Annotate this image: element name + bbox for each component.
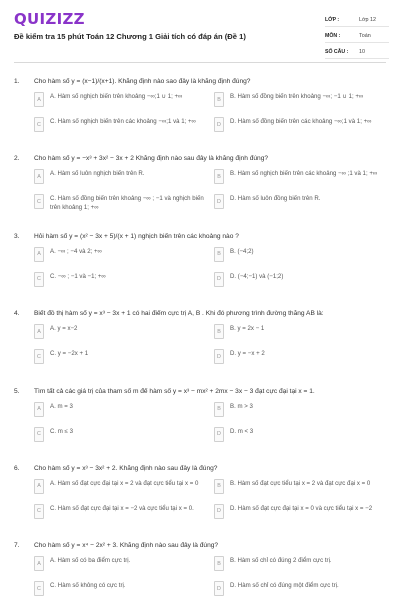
option-letter-box: D bbox=[214, 117, 224, 132]
option-letter-box: B bbox=[214, 247, 224, 262]
option-text: C. Hàm số đạt cực đại tại x = −2 và cực tiểu tại x = 0. bbox=[50, 504, 194, 512]
option-letter-box: A bbox=[34, 556, 44, 571]
option-letter-box: C bbox=[34, 427, 44, 442]
option-text: A. y = x−2 bbox=[50, 325, 78, 333]
answer-options bbox=[34, 91, 384, 136]
option-text: A. Hàm số có ba điểm cực trị. bbox=[50, 557, 131, 565]
answer-option-d[interactable] bbox=[214, 193, 384, 213]
answer-option-b[interactable] bbox=[214, 555, 384, 575]
worksheet-meta bbox=[325, 13, 389, 61]
option-letter-box: B bbox=[214, 556, 224, 571]
answer-option-d[interactable] bbox=[214, 580, 384, 600]
answer-option-c[interactable] bbox=[34, 348, 204, 368]
option-letter-box: D bbox=[214, 349, 224, 364]
option-text: C. y = −2x + 1 bbox=[50, 350, 89, 358]
option-text: B. Hàm số đạt cực tiểu tại x = 2 và đạt cực đại x = 0 bbox=[230, 479, 371, 487]
meta-key: LỚP : bbox=[325, 16, 340, 23]
answer-option-d[interactable] bbox=[214, 116, 384, 136]
option-letter-box: D bbox=[214, 504, 224, 519]
answer-option-b[interactable] bbox=[214, 246, 384, 266]
question-2 bbox=[14, 155, 386, 232]
option-letter-box: A bbox=[34, 169, 44, 184]
answer-option-c[interactable] bbox=[34, 193, 204, 213]
answer-option-b[interactable] bbox=[214, 401, 384, 421]
answer-option-a[interactable] bbox=[34, 555, 204, 575]
option-letter-box: C bbox=[34, 117, 44, 132]
option-text: D. Hàm số luôn đồng biến trên R. bbox=[230, 195, 321, 203]
option-letter-box: C bbox=[34, 272, 44, 287]
option-text: C. −∞ ; −1 và −1; +∞ bbox=[50, 272, 106, 280]
answer-option-a[interactable] bbox=[34, 323, 204, 343]
worksheet-header bbox=[0, 0, 400, 58]
question-text: Cho hàm số y = x³ − 3x² + 2. Khẳng định nào sau đây là đúng? bbox=[34, 464, 218, 472]
answer-option-a[interactable] bbox=[34, 91, 204, 111]
question-number: 7. bbox=[14, 542, 20, 550]
option-letter-box: D bbox=[214, 194, 224, 209]
meta-key: SỐ CÂU : bbox=[325, 48, 349, 55]
option-letter-box: B bbox=[214, 402, 224, 417]
worksheet-title: Đề kiểm tra 15 phút Toán 12 Chương 1 Giải tích có đáp án (Đề 1) bbox=[14, 32, 246, 41]
option-text: C. m ≤ 3 bbox=[50, 427, 73, 435]
option-text: C. Hàm số không có cực trị. bbox=[50, 582, 126, 590]
question-text: Tìm tất cả các giá trị của tham số m để hàm số y = x³ − mx² + 2mx − 3x − 3 đạt cực đại tại x = 1. bbox=[34, 387, 315, 395]
answer-option-c[interactable] bbox=[34, 580, 204, 600]
answer-option-d[interactable] bbox=[214, 426, 384, 446]
question-number: 3. bbox=[14, 232, 20, 240]
option-text: B. m > 3 bbox=[230, 402, 253, 410]
option-text: B. Hàm số nghịch biến trên các khoảng −∞ ;1 và 1; +∞ bbox=[230, 170, 378, 178]
meta-row-subject bbox=[325, 29, 389, 43]
answer-option-a[interactable] bbox=[34, 168, 204, 188]
quizizz-logo: QUIZIZZ bbox=[14, 10, 85, 28]
question-number: 5. bbox=[14, 387, 20, 395]
option-letter-box: B bbox=[214, 92, 224, 107]
option-text: D. Hàm số chỉ có đúng một điểm cực trị. bbox=[230, 582, 339, 590]
option-letter-box: C bbox=[34, 349, 44, 364]
answer-option-a[interactable] bbox=[34, 401, 204, 421]
meta-row-count bbox=[325, 45, 389, 59]
question-7 bbox=[14, 542, 386, 600]
question-number: 2. bbox=[14, 155, 20, 163]
option-letter-box: D bbox=[214, 581, 224, 596]
option-text: B. Hàm số chỉ có đúng 2 điểm cực trị. bbox=[230, 557, 332, 565]
answer-option-d[interactable] bbox=[214, 271, 384, 291]
option-letter-box: C bbox=[34, 194, 44, 209]
option-letter-box: A bbox=[34, 324, 44, 339]
answer-options bbox=[34, 478, 384, 523]
option-text: C. Hàm số nghịch biến trên các khoảng −∞;1 và 1; +∞ bbox=[50, 118, 196, 125]
answer-option-a[interactable] bbox=[34, 478, 204, 498]
header-divider bbox=[14, 62, 386, 63]
meta-key: MÔN : bbox=[325, 32, 341, 39]
question-text: Biết đồ thị hàm số y = x³ − 3x + 1 có hai điểm cực trị A, B . Khi đó phương trình đường thẳng AB là: bbox=[34, 310, 324, 318]
option-letter-box: B bbox=[214, 324, 224, 339]
question-5 bbox=[14, 388, 386, 465]
meta-value: Toán bbox=[359, 32, 371, 39]
answer-options bbox=[34, 401, 384, 446]
answer-option-d[interactable] bbox=[214, 503, 384, 523]
option-letter-box: B bbox=[214, 169, 224, 184]
question-text: Cho hàm số y = x⁴ − 2x² + 3. Khẳng định nào sau đây là đúng? bbox=[34, 542, 219, 550]
question-number: 1. bbox=[14, 78, 20, 85]
option-text: C. Hàm số đồng biến trên khoảng −∞ ; −1 và nghịch biến trên khoảng 1; +∞ bbox=[50, 195, 204, 211]
option-text: D. (−4;−1) và (−1;2) bbox=[230, 272, 284, 280]
option-text: A. Hàm số luôn nghịch biến trên R. bbox=[50, 170, 145, 178]
option-letter-box: B bbox=[214, 479, 224, 494]
option-text: D. Hàm số đồng biến trên các khoảng −∞;1 và 1; +∞ bbox=[230, 118, 372, 125]
option-text: D. Hàm số đạt cực đại tại x = 0 và cực tiểu tại x = −2 bbox=[230, 504, 373, 512]
answer-option-a[interactable] bbox=[34, 246, 204, 266]
meta-row-class bbox=[325, 13, 389, 27]
answer-option-d[interactable] bbox=[214, 348, 384, 368]
option-text: B. y = 2x − 1 bbox=[230, 325, 265, 333]
option-letter-box: A bbox=[34, 402, 44, 417]
meta-value: Lớp 12 bbox=[359, 16, 377, 23]
option-text: A. −∞ ; −4 và 2; +∞ bbox=[50, 247, 102, 255]
option-text: B. (−4;2) bbox=[230, 247, 254, 255]
answer-option-c[interactable] bbox=[34, 116, 204, 136]
question-1 bbox=[14, 78, 386, 155]
question-6 bbox=[14, 465, 386, 542]
meta-value: 10 bbox=[359, 48, 365, 55]
option-text: B. Hàm số đồng biến trên khoảng −∞; −1 ∪ 1; +∞ bbox=[230, 93, 364, 100]
answer-options bbox=[34, 168, 384, 213]
option-letter-box: A bbox=[34, 479, 44, 494]
answer-option-c[interactable] bbox=[34, 271, 204, 291]
option-letter-box: C bbox=[34, 581, 44, 596]
question-text: Cho hàm số y = −x³ + 3x² − 3x + 2 Khẳng định nào sau đây là khẳng định đúng? bbox=[34, 155, 269, 163]
option-letter-box: A bbox=[34, 92, 44, 107]
option-text: A. Hàm số nghịch biến trên khoảng −∞;1 ∪ 1; +∞ bbox=[50, 93, 183, 100]
option-letter-box: D bbox=[214, 427, 224, 442]
option-letter-box: C bbox=[34, 504, 44, 519]
answer-option-b[interactable] bbox=[214, 323, 384, 343]
answer-option-b[interactable] bbox=[214, 168, 384, 188]
question-text: Hỏi hàm số y = (x² − 3x + 5)/(x + 1) nghịch biến trên các khoảng nào ? bbox=[34, 232, 239, 240]
question-4 bbox=[14, 310, 386, 387]
answer-option-b[interactable] bbox=[214, 478, 384, 498]
answer-options bbox=[34, 323, 384, 368]
question-number: 6. bbox=[14, 464, 20, 472]
option-text: D. y = −x + 2 bbox=[230, 350, 265, 358]
option-letter-box: A bbox=[34, 247, 44, 262]
question-list bbox=[14, 78, 386, 600]
question-text: Cho hàm số y = (x−1)/(x+1). Khẳng định nào sao đây là khẳng định đúng? bbox=[34, 78, 251, 85]
answer-option-c[interactable] bbox=[34, 503, 204, 523]
option-letter-box: D bbox=[214, 272, 224, 287]
option-text: A. Hàm số đạt cực đại tại x = 2 và đạt cực tiểu tại x = 0 bbox=[50, 479, 199, 487]
answer-option-c[interactable] bbox=[34, 426, 204, 446]
option-text: A. m = 3 bbox=[50, 402, 73, 410]
option-text: D. m < 3 bbox=[230, 427, 254, 435]
question-number: 4. bbox=[14, 310, 20, 318]
answer-options bbox=[34, 246, 384, 291]
question-3 bbox=[14, 233, 386, 310]
answer-option-b[interactable] bbox=[214, 91, 384, 111]
answer-options bbox=[34, 555, 384, 600]
